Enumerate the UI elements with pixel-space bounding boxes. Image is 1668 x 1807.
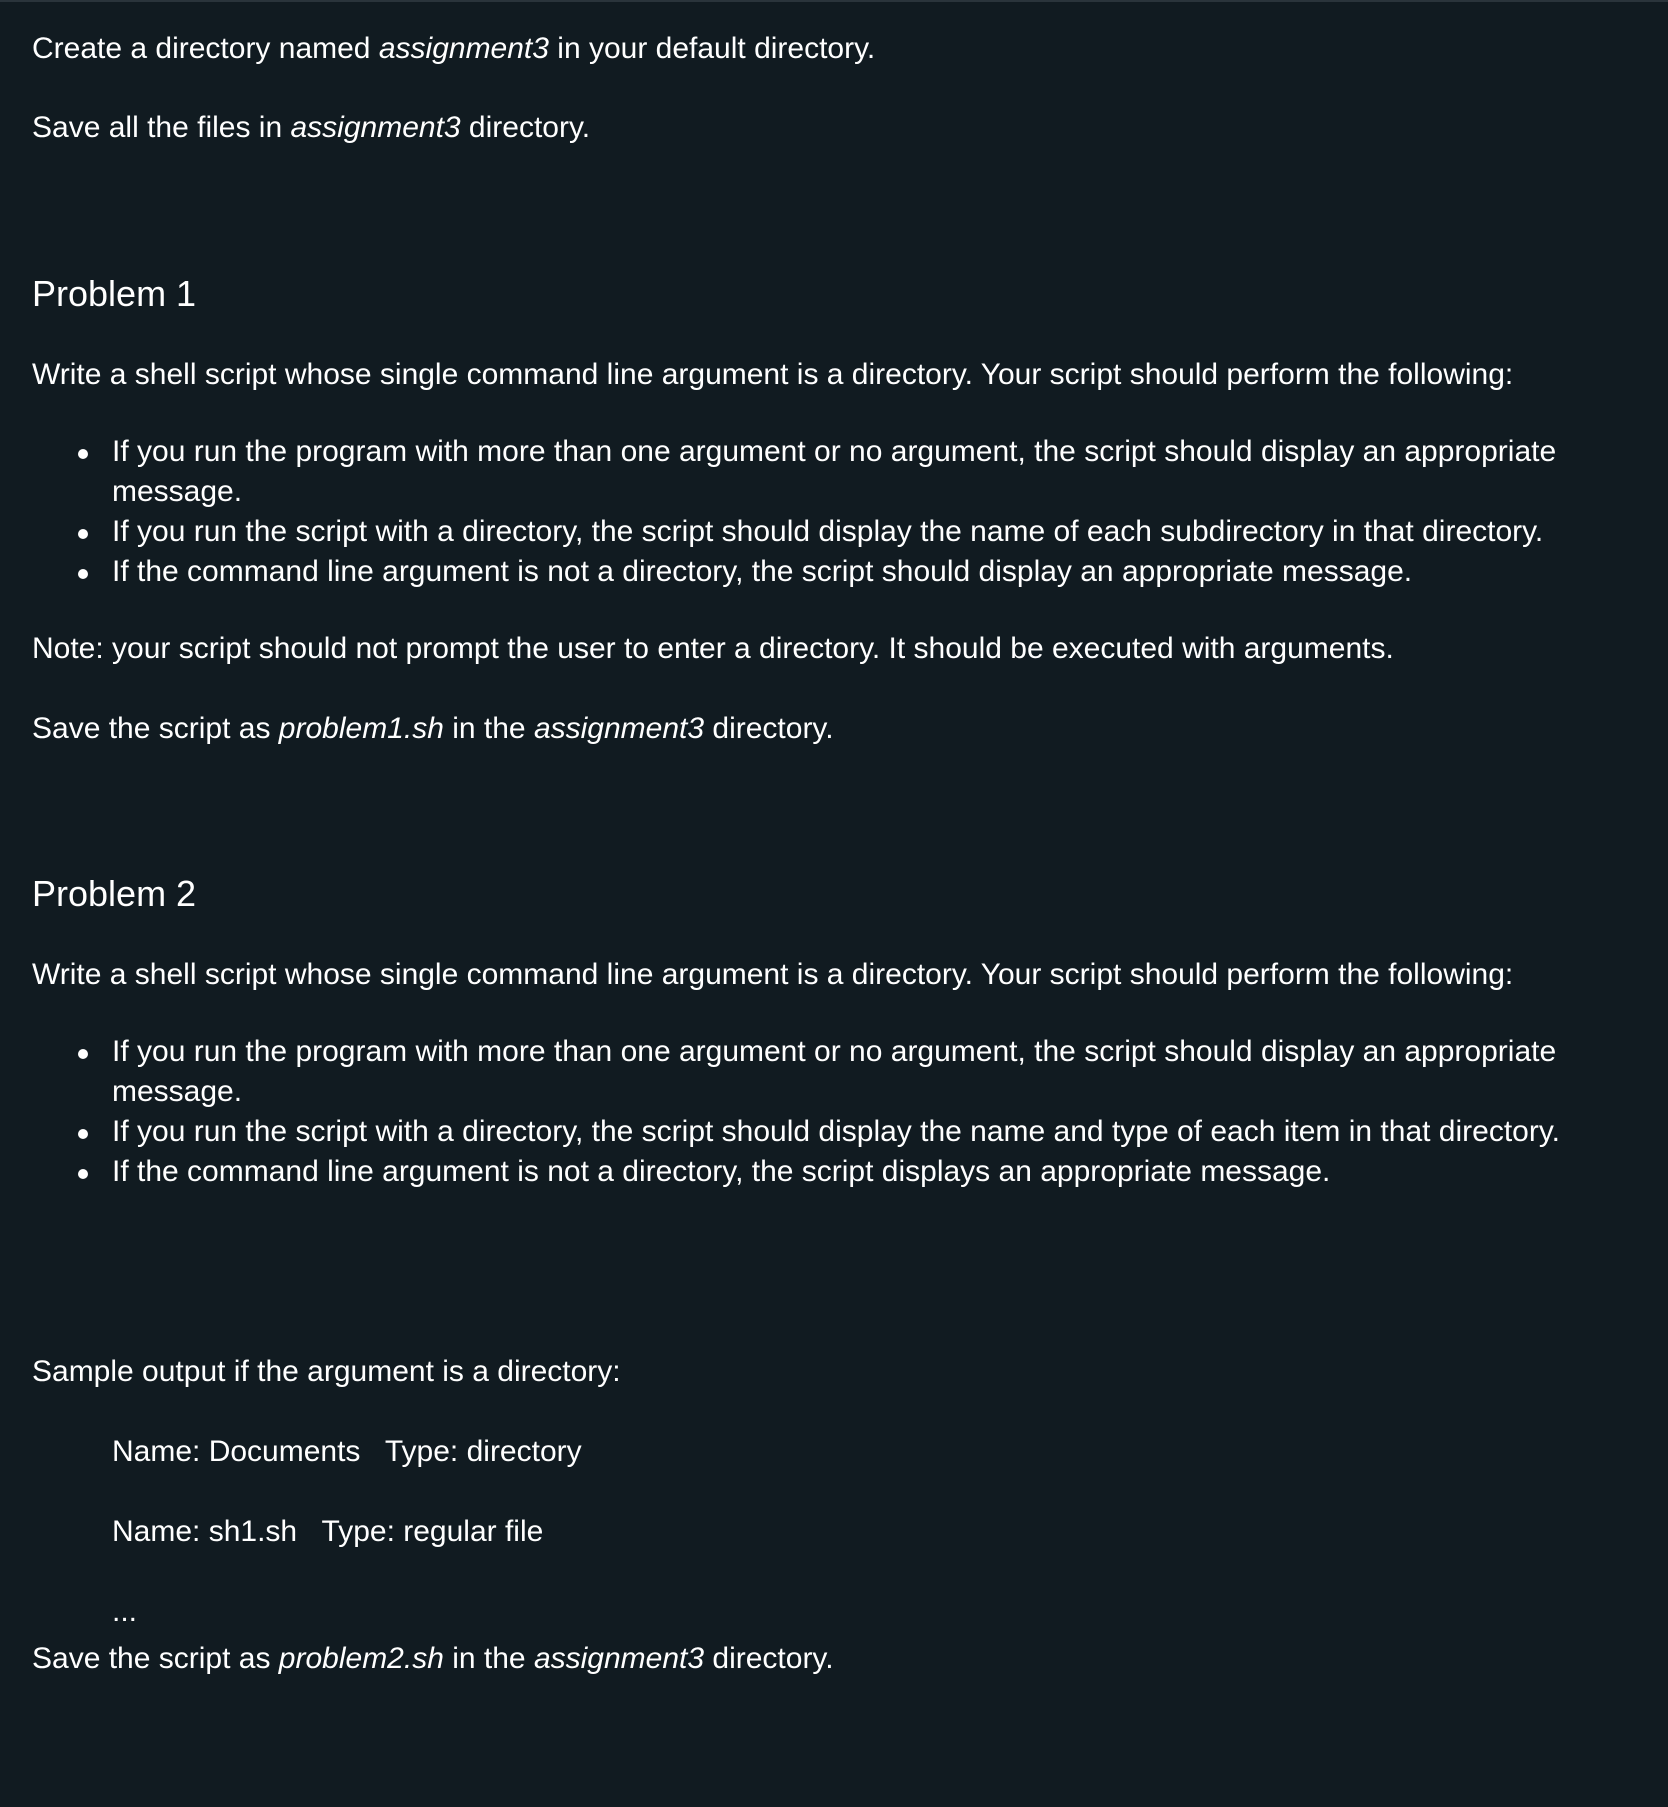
intro-save-files (32, 109, 590, 147)
save-text: in the (443, 1642, 534, 1675)
directory-name: assignment3 (378, 32, 549, 65)
problem-lead: Write a shell script whose single command line argument is a directory. Your script should perform the following: (32, 958, 1514, 991)
list-item (32, 512, 1636, 552)
script-filename: problem1.sh (278, 712, 444, 745)
directory-name: assignment3 (533, 1642, 705, 1675)
intro-create-directory (32, 30, 875, 68)
save-text: directory. (704, 712, 834, 745)
sample-output-line: Name: sh1.sh Type: regular file (112, 1515, 544, 1548)
save-text: Save the script as (32, 1642, 279, 1675)
list-item-text: If you run the program with more than one argument or no argument, the script should display an appropriate message. (112, 1035, 1557, 1108)
save-instruction (32, 710, 1636, 748)
sample-output-ellipsis: ... (112, 1595, 138, 1628)
list-item (32, 552, 1636, 592)
bullet-icon (78, 449, 88, 459)
intro-text: Save all the files in (32, 111, 291, 144)
sample-output-section (32, 1353, 621, 1673)
requirements-list (32, 1032, 1636, 1192)
list-item-text: If you run the program with more than one argument or no argument, the script should display an appropriate message. (112, 435, 1557, 508)
directory-name: assignment3 (290, 111, 461, 144)
top-divider (0, 0, 1668, 2)
problem-heading: Problem 2 (32, 873, 197, 914)
intro-text: in your default directory. (548, 32, 876, 65)
bullet-icon (78, 1049, 88, 1059)
bullet-icon (78, 1129, 88, 1139)
bullet-icon (78, 529, 88, 539)
problem-note: Note: your script should not prompt the user to enter a directory. It should be executed with arguments. (32, 632, 1394, 665)
script-filename: problem2.sh (278, 1642, 444, 1675)
requirements-list (32, 432, 1636, 592)
save-text: in the (443, 712, 534, 745)
list-item (32, 432, 1636, 512)
list-item-text: If the command line argument is not a directory, the script should display an appropriate message. (112, 555, 1413, 588)
save-instruction (32, 1640, 834, 1678)
list-item (32, 1112, 1636, 1152)
list-item (32, 1032, 1636, 1112)
list-item (32, 1152, 1636, 1192)
intro-text: directory. (460, 111, 591, 144)
problem-1-section (32, 272, 1636, 748)
directory-name: assignment3 (533, 712, 705, 745)
sample-output-line: Name: Documents Type: directory (112, 1435, 582, 1468)
intro-text: Create a directory named (32, 32, 379, 65)
problem-lead: Write a shell script whose single command line argument is a directory. Your script should perform the following: (32, 358, 1514, 391)
problem-2-section (32, 872, 1636, 1230)
save-text: directory. (704, 1642, 834, 1675)
sample-output-lines (32, 1433, 621, 1631)
list-item-text: If the command line argument is not a directory, the script displays an appropriate message. (112, 1155, 1331, 1188)
list-item-text: If you run the script with a directory, the script should display the name of each subdirectory in that directory. (112, 515, 1544, 548)
save-text: Save the script as (32, 712, 279, 745)
sample-output-label: Sample output if the argument is a directory: (32, 1355, 621, 1388)
bullet-icon (78, 1169, 88, 1179)
bullet-icon (78, 569, 88, 579)
problem-heading: Problem 1 (32, 273, 197, 314)
list-item-text: If you run the script with a directory, the script should display the name and type of each item in that directory. (112, 1115, 1560, 1148)
